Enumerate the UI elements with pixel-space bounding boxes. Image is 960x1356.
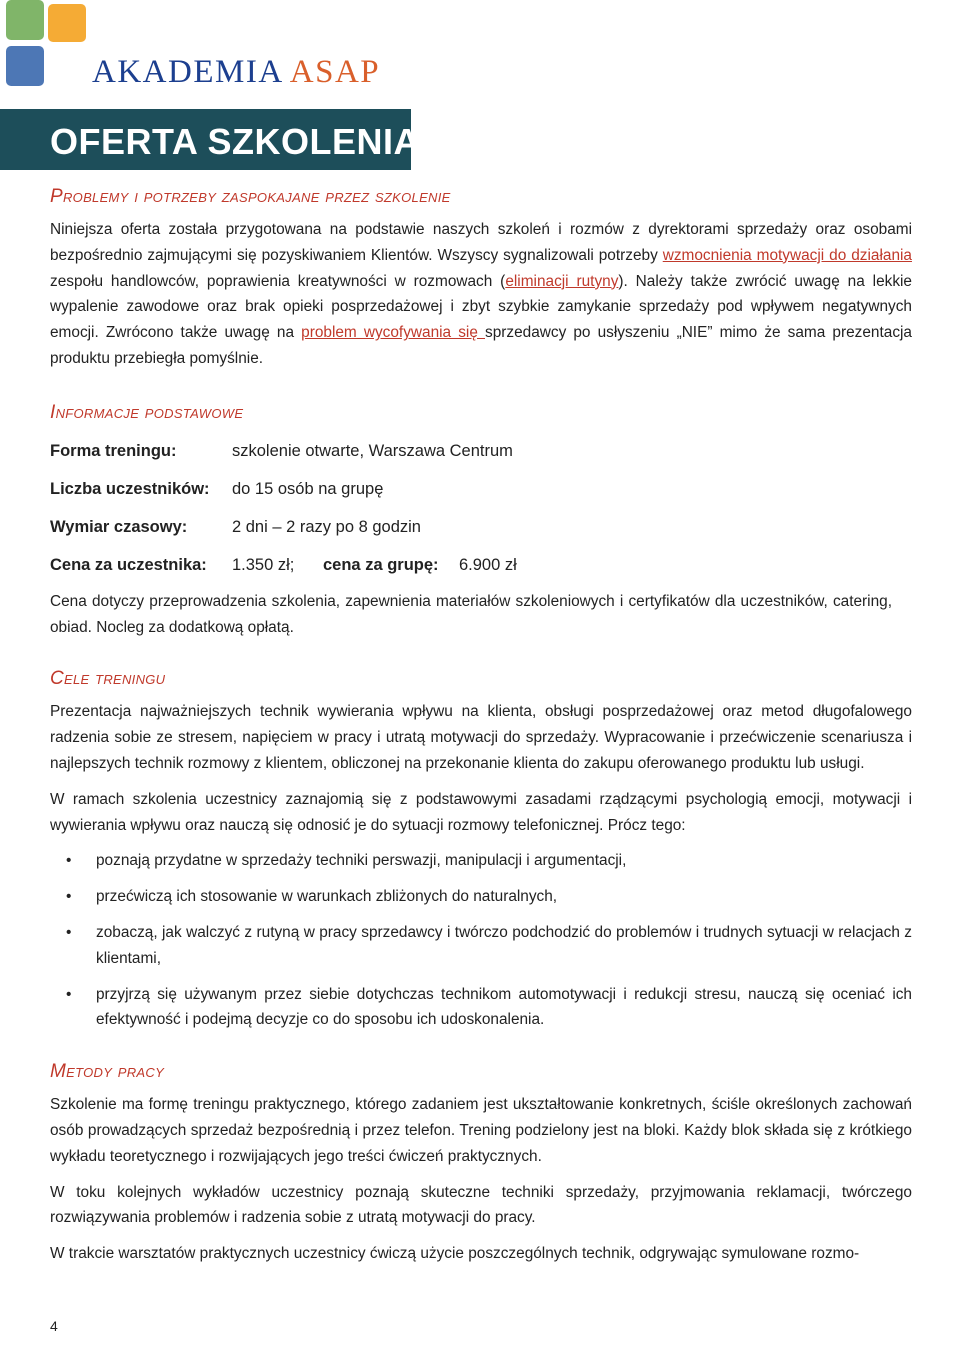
methods-paragraph-1: Szkolenie ma formę treningu praktycznego, którego zadaniem jest ukształtowanie konkretnych, ściśle określonych zachowań osób prowadzących sprzedaż bezpośrednią i przez telefon. Trening podzielony jest na bloki. Każdy blok składa się z krótkiego wykładu teoretycznego i rozwijających jego treści ćwiczeń praktycznych. — [50, 1096, 912, 1165]
group-price-value: 6.900 zł — [459, 556, 517, 575]
group-price-label: cena za grupę: — [323, 556, 439, 575]
methods-paragraph-2: W toku kolejnych wykładów uczestnicy poznają skuteczne techniki sprzedaży, przyjmowania reklamacji, twórczego rozwiązywania problemów i radzenia sobie z utratą motywacji do pracy. — [50, 1183, 912, 1227]
section-heading-problems: Problemy i potrzeby zaspokajane przez szkolenie — [50, 186, 451, 207]
section-heading-goals: Cele treningu — [50, 668, 166, 690]
bullet-icon: • — [66, 888, 72, 906]
info-table — [50, 433, 912, 585]
logo-word-akademia: AKADEMIA — [92, 54, 282, 90]
page-title: OFERTA SZKOLENIA — [50, 121, 420, 162]
section-heading-info: Informacje podstawowe — [50, 401, 244, 423]
info-label: Liczba uczestników: — [50, 480, 210, 499]
link-withdrawal[interactable]: problem wycofywania się — [301, 324, 485, 342]
info-row-form — [50, 433, 912, 471]
logo-word-asap: ASAP — [289, 54, 381, 90]
problems-text-c: ). Należy także zwrócić uwagę na lekkie wypalenie zawodowe oraz brak opieki posprzedażowej i zbyt szybkie zamykanie sprzedaży pod wpływem negatywnych emocji. Zwrócono także uwagę na — [50, 272, 912, 342]
list-item — [50, 848, 912, 874]
list-item-text: poznają przydatne w sprzedaży techniki perswazji, manipulacji i argumentacji, — [96, 852, 627, 870]
list-item — [50, 920, 912, 972]
list-item — [50, 982, 912, 1034]
problems-text-d: sprzedawcy po usłyszeniu „NIE” mimo że sama prezentacja produktu przebiegła pomyślnie. — [50, 324, 912, 367]
problems-paragraph — [50, 217, 912, 372]
info-row-duration — [50, 509, 912, 547]
list-item-text: przyjrzą się używanym przez siebie dotychczas technikom automotywacji i redukcji stresu, nauczą się oceniać ich efektywność i podejmą decyzje co do sposobu ich udoskonalenia. — [96, 985, 912, 1029]
price-row — [50, 547, 912, 585]
document-body — [50, 186, 912, 1267]
list-item — [50, 884, 912, 910]
info-value: 2 dni – 2 razy po 8 godzin — [232, 518, 421, 537]
link-routine[interactable]: eliminacji rutyny — [505, 272, 619, 290]
section-heading-methods: Metody pracy — [50, 1061, 165, 1083]
price-note: Cena dotyczy przeprowadzenia szkolenia, zapewnienia materiałów szkoleniowych i certyfikatów dla uczestników, catering, obiad. Nocleg za dodatkową opłatą. — [50, 592, 892, 636]
page-number: 4 — [50, 1318, 58, 1334]
bullet-icon: • — [66, 985, 72, 1003]
price-label: Cena za uczestnika: — [50, 556, 207, 575]
title-banner — [0, 109, 420, 170]
akademia-asap-logo — [0, 0, 420, 100]
info-row-participants — [50, 471, 912, 509]
bullet-icon: • — [66, 852, 72, 870]
goals-paragraph-1: Prezentacja najważniejszych technik wywierania wpływu na klienta, obsługi posprzedażowej oraz metod długofalowego radzenia sobie ze stresem, napięciem w pracy i utratą motywacji do sprzedaży. Wypracowanie i przećwiczenie scenariusza i najlepszych technik rozmowy z klientem, obliczonej na przekonanie klienta do zakupu oferowanego produktu lub usługi. — [50, 703, 912, 772]
problems-text-b: zespołu handlowców, poprawienia kreatywności w rozmowach ( — [50, 272, 506, 290]
info-value: szkolenie otwarte, Warszawa Centrum — [232, 442, 513, 461]
methods-paragraph-3: W trakcie warsztatów praktycznych uczestnicy ćwiczą użycie poszczególnych technik, odgrywając symulowane rozmo- — [50, 1245, 860, 1263]
goals-paragraph-2: W ramach szkolenia uczestnicy zaznajomią się z podstawowymi zasadami rządzącymi psychologią emocji, motywacji i wywierania wpływu oraz nauczą się odnosić je do sytuacji rozmowy telefonicznej. Prócz tego: — [50, 790, 912, 834]
info-label: Forma treningu: — [50, 442, 177, 461]
list-item-text: zobaczą, jak walczyć z rutyną w pracy sprzedawcy i twórczo podchodzić do problemów i trudnych sytuacji w relacjach z klientami, — [96, 923, 912, 967]
goals-list — [50, 848, 912, 1033]
problems-text-a: Niniejsza oferta została przygotowana na podstawie naszych szkoleń i rozmów z dyrektorami sprzedaży oraz osobami bezpośrednio zajmującymi się pozyskiwaniem Klientów. Wszyscy sygnalizowali potrzeby — [50, 221, 912, 264]
link-motivation[interactable]: wzmocnienia motywacji do działania — [662, 246, 912, 264]
logo-squares-icon — [2, 0, 90, 92]
bullet-icon: • — [66, 923, 72, 941]
list-item-text: przećwiczą ich stosowanie w warunkach zbliżonych do naturalnych, — [96, 888, 558, 906]
logo-wordmark — [92, 54, 380, 91]
info-value: do 15 osób na grupę — [232, 480, 384, 499]
price-value: 1.350 zł; — [232, 556, 295, 575]
info-label: Wymiar czasowy: — [50, 518, 188, 537]
